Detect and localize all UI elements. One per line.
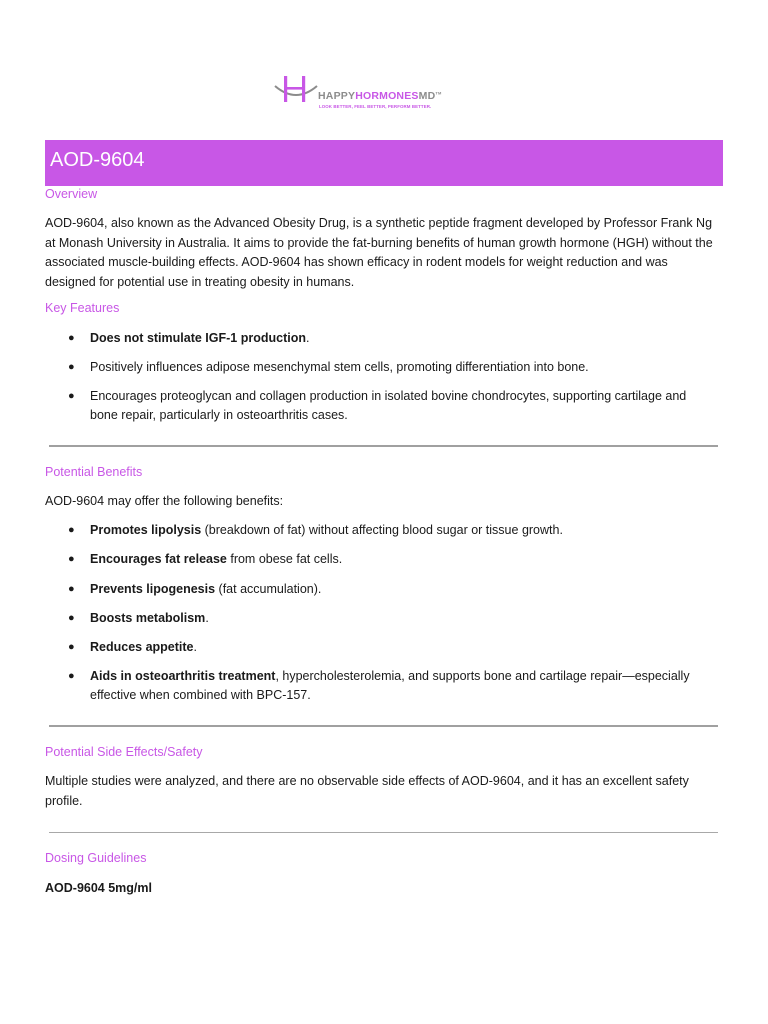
benefit-item <box>68 667 708 705</box>
bullet-icon: ● <box>68 332 75 344</box>
overview-text: AOD-9604, also known as the Advanced Obesity Drug, is a synthetic peptide fragment developed by Professor Frank Ng at Monash University in Australia. It aims to provide the fat-burning benefits of human growth hormone (HGH) without the associated muscle-building effects. AOD-9604 has shown efficacy in rodent models for weight reduction and was designed for potential use in treating obesity in humans. <box>45 216 713 289</box>
benefit-item <box>68 609 708 628</box>
bullet-icon: ● <box>68 524 75 536</box>
bullet-bold-text: Boosts metabolism <box>90 611 206 625</box>
benefit-item <box>68 521 708 540</box>
bullet-bold-text: Aids in osteoarthritis treatment <box>90 669 276 683</box>
logo-word-hormones: HORMONES <box>355 90 419 102</box>
logo-wordmark <box>318 90 442 102</box>
bullet-icon: ● <box>68 583 75 595</box>
section-divider <box>49 832 718 833</box>
safety-heading: Potential Side Effects/Safety <box>45 745 203 759</box>
benefit-item <box>68 550 708 569</box>
bullet-bold-text: Does not stimulate IGF-1 production <box>90 331 306 345</box>
key-feature-item <box>68 387 708 425</box>
key-features-heading: Key Features <box>45 301 120 315</box>
bullet-text: (breakdown of fat) without affecting blood sugar or tissue growth. <box>201 523 563 537</box>
bullet-text: from obese fat cells. <box>226 552 343 566</box>
bullet-text: (fat accumulation). <box>215 582 322 596</box>
dosing-heading: Dosing Guidelines <box>45 851 147 865</box>
benefit-item <box>68 580 708 599</box>
benefit-item <box>68 638 708 657</box>
logo-tagline: LOOK BETTER, FEEL BETTER, PERFORM BETTER. <box>319 104 432 109</box>
dosing-product: AOD-9604 5mg/ml <box>45 881 152 895</box>
bullet-icon: ● <box>68 390 75 402</box>
bullet-text: Encourages proteoglycan and collagen production in isolated bovine chondrocytes, supporting cartilage and bone repair, particularly in osteoarthritis cases. <box>90 389 687 422</box>
bullet-icon: ● <box>68 670 75 682</box>
bullet-text: . <box>205 611 209 625</box>
page-title: AOD-9604 <box>50 149 145 171</box>
bullet-text: . <box>305 331 310 345</box>
safety-text: Multiple studies were analyzed, and there are no observable side effects of AOD-9604, and it has an excellent safety profile. <box>45 774 689 808</box>
logo-mark-icon <box>272 74 320 108</box>
bullet-text: . <box>193 640 197 654</box>
logo-trademark: TM <box>435 90 442 96</box>
title-banner <box>45 140 723 186</box>
bullet-bold-text: Promotes lipolysis <box>90 523 202 537</box>
key-feature-item <box>68 329 708 348</box>
bullet-icon: ● <box>68 612 75 624</box>
bullet-icon: ● <box>68 641 75 653</box>
brand-logo <box>272 74 462 114</box>
bullet-text: Positively influences adipose mesenchymal stem cells, promoting differentiation into bone. <box>90 360 589 374</box>
benefits-intro: AOD-9604 may offer the following benefits: <box>45 494 284 508</box>
bullet-text: , hypercholesterolemia, and supports bone and cartilage repair—especially effective when combined with BPC-157. <box>90 669 690 702</box>
section-divider <box>49 445 718 447</box>
overview-heading: Overview <box>45 187 98 201</box>
logo-word-happy: HAPPY <box>318 90 356 102</box>
bullet-bold-text: Encourages fat release <box>90 552 227 566</box>
logo-word-md: MD <box>418 90 436 102</box>
bullet-icon: ● <box>68 361 75 373</box>
bullet-icon: ● <box>68 553 75 565</box>
key-feature-item <box>68 358 708 377</box>
benefits-heading: Potential Benefits <box>45 465 143 479</box>
bullet-bold-text: Prevents lipogenesis <box>90 582 216 596</box>
bullet-bold-text: Reduces appetite <box>90 640 194 654</box>
section-divider <box>49 725 718 727</box>
